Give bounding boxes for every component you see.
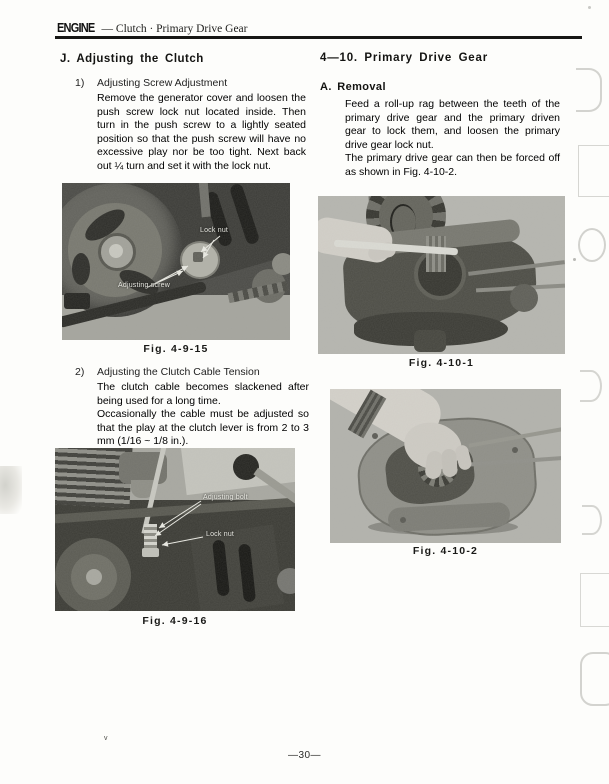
figure-caption-4-9-15: Fig. 4-9-15 — [143, 343, 209, 355]
scan-artifact-curve — [582, 505, 602, 535]
scan-smudge-left — [0, 466, 22, 514]
scan-artifact-curve — [576, 68, 602, 112]
paragraph-line: The primary drive gear can then be forced off as shown in Fig. 4-10-2. — [345, 152, 560, 178]
engine-logo: ENGINE — [57, 21, 95, 35]
case-boss — [510, 284, 538, 312]
item-title-screw-adjustment: Adjusting Screw Adjustment — [97, 77, 228, 89]
bolt — [512, 447, 518, 453]
header-title: — Clutch · Primary Drive Gear — [101, 23, 248, 35]
scan-speck — [588, 6, 591, 9]
case-foot — [414, 330, 446, 352]
scan-artifact-bracket — [578, 145, 609, 197]
figure-caption-4-9-16: Fig. 4-9-16 — [142, 615, 208, 627]
header-divider — [55, 36, 582, 39]
paragraph-line: The clutch cable becomes slackened after being used for a long time. — [97, 381, 309, 407]
page-header — [57, 19, 247, 37]
paragraph-removal — [345, 98, 560, 180]
item-number-1: 1) — [75, 77, 85, 89]
subsection-heading-removal: A. Removal — [320, 81, 386, 93]
item-number-2: 2) — [75, 366, 85, 378]
photo-label-adjusting-bolt: Adjusting bolt — [203, 494, 248, 501]
paragraph-line: Feed a roll-up rag between the teeth of the primary drive gear and the primary driven gear to lock them, and loosen the primary drive gear lock nut. — [345, 98, 560, 151]
section-heading-adjusting-clutch: J. Adjusting the Clutch — [60, 53, 204, 65]
figure-photo-4-9-15 — [62, 183, 290, 340]
bolt — [372, 433, 378, 439]
figure-caption-4-10-2: Fig. 4-10-2 — [412, 545, 479, 557]
section-heading-primary-drive-gear: 4—10. Primary Drive Gear — [320, 52, 488, 64]
item-title-cable-tension: Adjusting the Clutch Cable Tension — [97, 366, 260, 378]
photo-label-lock-nut: Lock nut — [200, 227, 229, 234]
photo-label-lock-nut: Lock nut — [206, 531, 235, 538]
scan-artifact-loop — [580, 652, 609, 706]
scan-speck — [573, 258, 576, 261]
paragraph-line: Occasionally the cable must be adjusted so that the play at the clutch lever is from 2 to 3 mm (1/16 ~ 1/8 in.). — [97, 408, 309, 448]
scan-artifact-curve — [580, 370, 602, 402]
scan-artifact-ring — [578, 228, 606, 262]
figure-caption-4-10-1: Fig. 4-10-1 — [408, 357, 475, 369]
bolt — [400, 517, 406, 523]
figure-photo-4-9-16 — [55, 448, 295, 611]
annotation-arrows — [55, 448, 295, 611]
photo-label-adjusting-screw: Adjusting screw — [118, 282, 171, 289]
paragraph-cable-tension — [97, 381, 309, 449]
page-number: —30— — [287, 750, 322, 761]
annotation-arrows — [62, 183, 290, 340]
figure-photo-4-10-1 — [318, 196, 565, 354]
paragraph-screw-adjustment: Remove the generator cover and loosen the push screw lock nut located inside. Then turn in the push screw to a lightly seated position so that the push screw will have no excessive play nor be too tight. Next back out ¼ turn and set it with the lock nut. — [97, 92, 306, 172]
stray-mark: v — [104, 735, 108, 742]
scan-artifact-bracket — [580, 573, 609, 627]
figure-photo-4-10-2 — [330, 389, 561, 543]
